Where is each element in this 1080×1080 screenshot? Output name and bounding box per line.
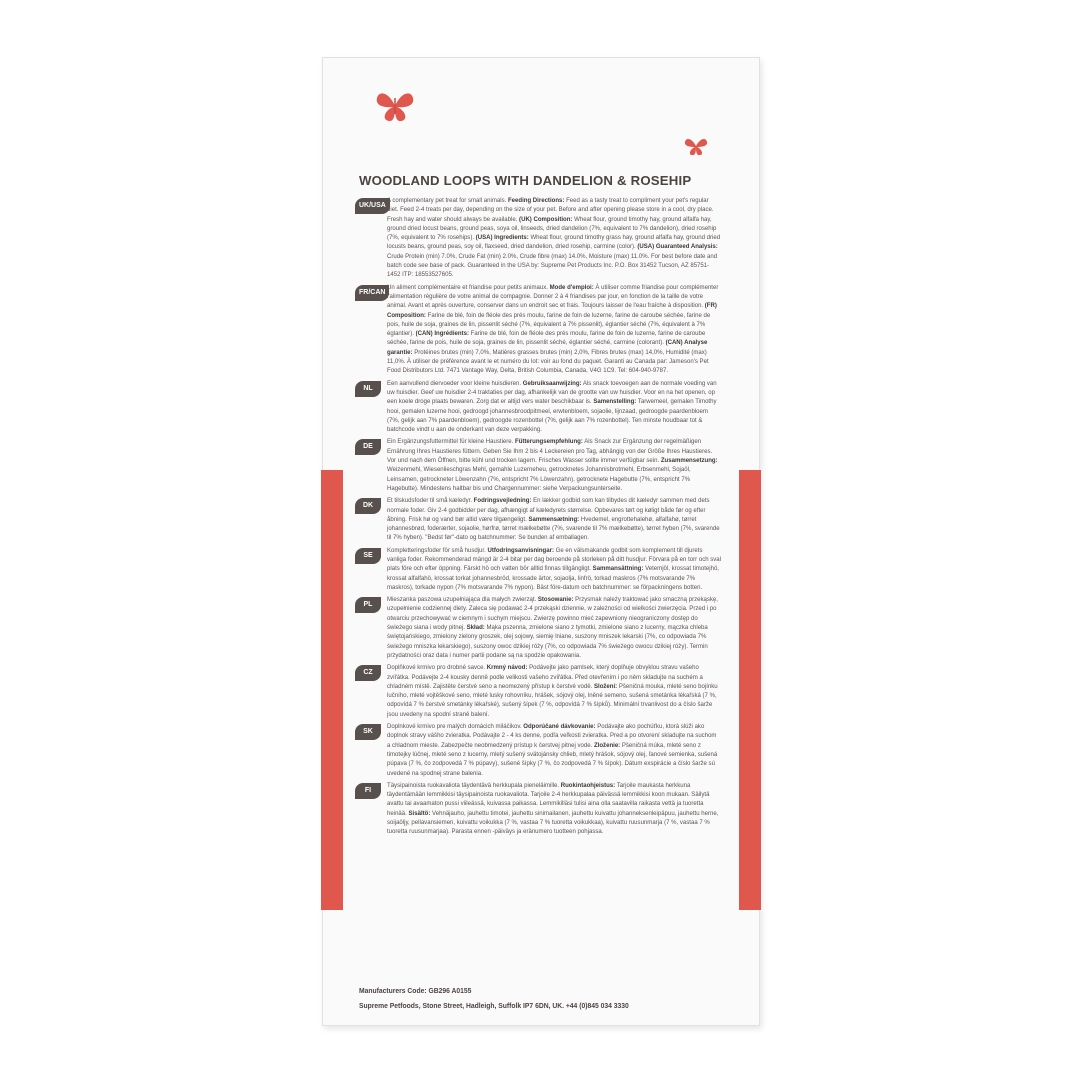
language-tag: SK — [355, 724, 381, 740]
language-tag: DK — [355, 498, 381, 514]
manufacturer-code: Manufacturers Code: GB296 A0155 — [359, 986, 472, 995]
section-text: Mieszanka paszowa uzupełniająca dla małych zwierząt. Stosowanie: Przysmak należy traktować jako smaczną przekąskę, uzupełnienie codziennej diety. Zaleca się podawać 2-4 przekąski dziennie, w zależności od wielkości zwierzęcia. Przed i po otwarciu przechowywać w ciemnym i suchym miejscu. Zwierzę powinno mieć zapewniony nieograniczony dostęp do świeżego siana i wody pitnej. Skład: Mąka pszenna, zmielone siano z tymotki, zmielone siano z lucerny, mączka chleba świętojańskiego, zmielony zielony groszek, olej sojowy, siemię lniane, suszony mniszek lekarski (7%, co odpowiada 7% świeżego mniszka lekarskiego), suszony owoc dzikiej róży (7%, co odpowiada 7% świeżego owocu dzikiej róży). Termin przydatności oraz data i numer partii podane są na spodzie opakowania. — [387, 596, 718, 659]
section-text: Kompletteringsfoder för små husdjur. Utfodringsanvisningar: Ge en välsmakande godbit som komplement till djurets vanliga foder. Rekommenderad mängd är 2-4 bitar per dag beroende på storleken på ditt husdjur. Förvara på en torr och sval plats före och efter öppning. Färskt hö och vatten bör alltid finnas tillgängligt. Sammansättning: Vetemjöl, krossat timotejhö, krossat alfalfahö, krossat torkat johannesbröd, krossade ärtor, sojaolja, linfrö, torkad maskros (7% motsvarande 7% maskros), torkade nypon (7% motsvarande 7% nypon). Bäst före-datum och batchnummer: se förpackningens botten. — [387, 546, 722, 591]
butterfly-icon — [375, 88, 415, 124]
butterfly-icon — [683, 135, 709, 157]
language-tag: UK/USA — [355, 198, 390, 214]
section-cz — [355, 663, 723, 719]
section-text: Doplnkové krmivo pre malých domácich miláčikov. Odporúčané dávkovanie: Podávajte ako pochúťku, ktorá slúži ako doplnok stravy vášho zvieratka. Podávajte 2 - 4 ks denne, podľa veľkosti zvieratka. Pred a po otvorení skladujte na suchom a chladnom mieste. Zabezpečte neobmedzený prístup k čerstvej pitnej vode. Zloženie: Pšeničná múka, mleté seno z timotejky lúčnej, mleté seno z lucerny, mletý sušený svätojánsky chlieb, mletý hrášok, sójový olej, ľanové semienka, sušená púpava (7 %, čo zodpovedá 7 % púpavy), sušené šípky (7 %, čo zodpovedá 7 % šípok). Dátum exspirácie a číslo šarže sú uvedené na spodnej strane balenia. — [387, 723, 718, 777]
manufacturer-address: Supreme Petfoods, Stone Street, Hadleigh, Suffolk IP7 6DN, UK. +44 (0)845 034 3330 — [359, 1001, 629, 1010]
section-sk — [355, 722, 723, 778]
language-tag: SE — [355, 548, 381, 564]
section-text: Täysipainoista ruokavaliota täydentävä herkkupala pieneläimille. Ruokintaohjeistus: Tarjoile maukasta herkkuna täydentämään lemmikkisi täysipainoista ruokavaliota. Tarjoile 2-4 herkkupalaa päivässä lemmikkisi koon mukaan. Säilytä avattu tai avaamaton pussi viileässä, kuivassa paikassa. Lemmikilläsi tulisi aina olla saatavilla raikasta vettä ja tuoretta heinää. Sisältö: Vehnäjauho, jauhettu timotei, jauhettu sinimailanen, jauhettu kuivattu johanneksenleipäpuu, jauhettu herne, soijaöljy, pellavansiemen, kuivattu voikukka (7 %, vastaa 7 % tuoretta voikukkaa), kuivattu ruusunmarja (7 %, vastaa 7 % tuoretta ruusunmarjaa). Parasta ennen -päiväys ja eränumero tuotteen pohjassa. — [387, 781, 719, 836]
language-tag: DE — [355, 439, 381, 455]
section-text: Ein Ergänzungsfuttermittel für kleine Haustiere. Fütterungsempfehlung: Als Snack zur Ergänzung der regelmäßigen Ernährung Ihres Haustieres füttern. Geben Sie Ihm 2 bis 4 Leckereien pro Tag, abhängig von der Größe Ihres Haustieres. Vor und nach dem Öffnen, bitte kühl und trocken lagern. Frisches Wasser sollte immer verfügbar sein. Zusammensetzung: Weizenmehl, Wiesenlieschgras Mehl, gemahle Luzerneheu, getrocknetes Johannisbrotmehl, Erbsenmehl, Sojaöl, Leinsamen, getrockneter Löwenzahn (7%, entspricht 7% Löwenzahn), getrocknete Hagebutte (7%, entspricht 7% Hagebutte). Mindestens haltbar bis und Chargennummer: siehe Verpackungsunterseite. — [387, 438, 718, 492]
section-dk — [355, 496, 723, 542]
section-de — [355, 437, 723, 493]
language-tag: CZ — [355, 665, 381, 681]
section-text: Doplňkové krmivo pro drobné savce. Krmný návod: Podávejte jako pamlsek, který doplňuje obvyklou stravu vašeho zvířátka. Podávejte 2-4 kousky denně podle velikosti vašeho zvířátka. Před otevřením i po něm skladujte na suchém a chladném místě. Zajistěte čerstvé seno a neomezený přístup k čerstvé vodě. Složení: Pšeničná mouka, mleté seno bojínku lučního, mleté vojtěškové seno, mleté lusky rohovníku, hrášek, sójový olej, lněné semeno, sušená smetánka lékařská (7 %, odpovídá 7 % čerstvé smetánky lékařské), sušený šípek (7 %, odpovídá 7 % šípků). Minimální trvanlivost do a číslo šarže jsou uvedeny na spodní straně balení. — [387, 664, 718, 718]
language-tag: FR/CAN — [355, 285, 389, 301]
section-text: A complementary pet treat for small animals. Feeding Directions: Feed as a tasty treat to compliment your pet's regular diet. Feed 2-4 treats per day, depending on the size of your pet. Before and after opening please store in a cool, dry place. Fresh hay and water should always be available. (UK) Composition: Wheat flour, ground timothy hay, ground alfalfa hay, ground dried locust beans, ground peas, soya oil, linseeds, dried dandelion (7%, equivalent to 7% dandelion), dried rosehip (7%, equivalent to 7% rosehips). (USA) Ingredients: Wheat flour, ground timothy grass hay, ground alfalfa hay, ground dried locusts beans, ground peas, soy oil, flaxseed, dried dandelion, dried rosehip, carmine (color). (USA) Guaranteed Analysis: Crude Protein (min) 7.0%, Crude Fat (min) 2.0%, Crude fibre (max) 14.0%, Moisture (max) 11.0%. For best before date and batch code see base of pack. Guaranteed in the USA by: Supreme Pet Products Inc. P.O. Box 31452 Tucson, AZ 85751-1452 ITP: 18553527605. — [387, 197, 721, 279]
section-nl — [355, 379, 723, 435]
decorative-stripe-right — [739, 470, 761, 910]
product-title: WOODLAND LOOPS WITH DANDELION & ROSEHIP — [359, 173, 692, 188]
package-back-panel — [322, 57, 760, 1026]
section-se — [355, 546, 723, 592]
decorative-stripe-left — [321, 470, 343, 910]
section-fi — [355, 781, 723, 837]
language-tag: NL — [355, 381, 381, 397]
language-tag: PL — [355, 597, 381, 613]
section-fr-can — [355, 283, 723, 376]
section-text: Een aanvullend diervoeder voor kleine huisdieren. Gebruiksaanwijzing: Als snack toevoegen aan de normale voeding van uw huisdier. Geef uw huisdier 2-4 traktaties per dag, afhankelijk van de grootte van uw huisdier. Voor en na het openen, op een koele droge plaats bewaren. Zorg dat er altijd vers water beschikbaar is. Samenstelling: Tarwemeel, gemalen Timothy hooi, gemalen luzerne hooi, gedroogd johannesbroodpitmeel, erwtenbloem, sojaolie, lijnzaad, gedroogde paardenbloem (7%, gelijk aan 7% paardenbloem), gedroogde rozenbottel (7%, gelijk aan 7% rozenbottel). Ten minste houdbaar tot & batchcode vindt u aan de onderkant van deze verpakking. — [387, 379, 717, 434]
manufacturer-footer — [359, 983, 716, 1013]
section-text: Et tilskudsfoder til små kæledyr. Fodringsvejledning: En lækker godbid som kan tilbydes dit kæledyr sammen med dets normale foder. Giv 2-4 godbidder per dag, afhængigt af kæledyrets størrelse. Opbevares tørt og køligt både før og efter åbning. Frisk hø og vand bør altid være tilgængeligt. Sammensætning: Hvedemel, engrottehalehø, alfalfahø, tørret johannesbrød, foderærter, sojaolie, hørfrø, tørret mælkebøtte (7%, svarende til 7% mælkebøtte), tørret hyben (7%, svarende til 7% hyben). "Bedst før"-dato og batchnummer: Se bunden af emballagen. — [387, 497, 720, 542]
section-pl — [355, 595, 723, 660]
section-uk-usa — [355, 196, 723, 280]
section-text: Un aliment complémentaire et friandise pour petits animaux. Mode d'emploi: À utiliser comme friandise pour complémenter l'alimentation régulière de votre animal de compagnie. Donner 2 à 4 friandises par jour, en fonction de la taille de votre animal. Avant et après ouverture, conserver dans un endroit sec et frais. Toujours laisser de l'eau fraîche à disposition. (FR) Composition: Farine de blé, foin de fléole des prés moulu, farine de foin de luzerne, farine de caroube séchée, farine de pois, huile de soja, graines de lin, pissenlit séché (7%, équivalent à 7% pissenlit), églantier séché (7%, équivalent à 7% églantier). (CAN) Ingrédients: Farine de blé, foin de fléole des prés moulu, farine de foin de luzerne, farine de caroube séchée, farine de pois, huile de soja, graines de lin, pissenlit séché, églantier séché, carmine (colorant). (CAN) Analyse garantie: Protéines brutes (min) 7,0%, Matières grasses brutes (min) 2,0%, Fibres brutes (max) 14,0%, Humidité (max) 11,0%. À utiliser de préférence avant le et numéro du lot: voir au fond du paquet. Garanti au Canada par: Jameson's Pet Food Distributors Ltd. 7471 Vantage Way, Delta, British Columbia, Canada, V4G 1C9. Tel: 604-940-9787. — [387, 283, 719, 375]
language-tag: FI — [355, 783, 381, 799]
multilingual-sections — [355, 196, 723, 840]
